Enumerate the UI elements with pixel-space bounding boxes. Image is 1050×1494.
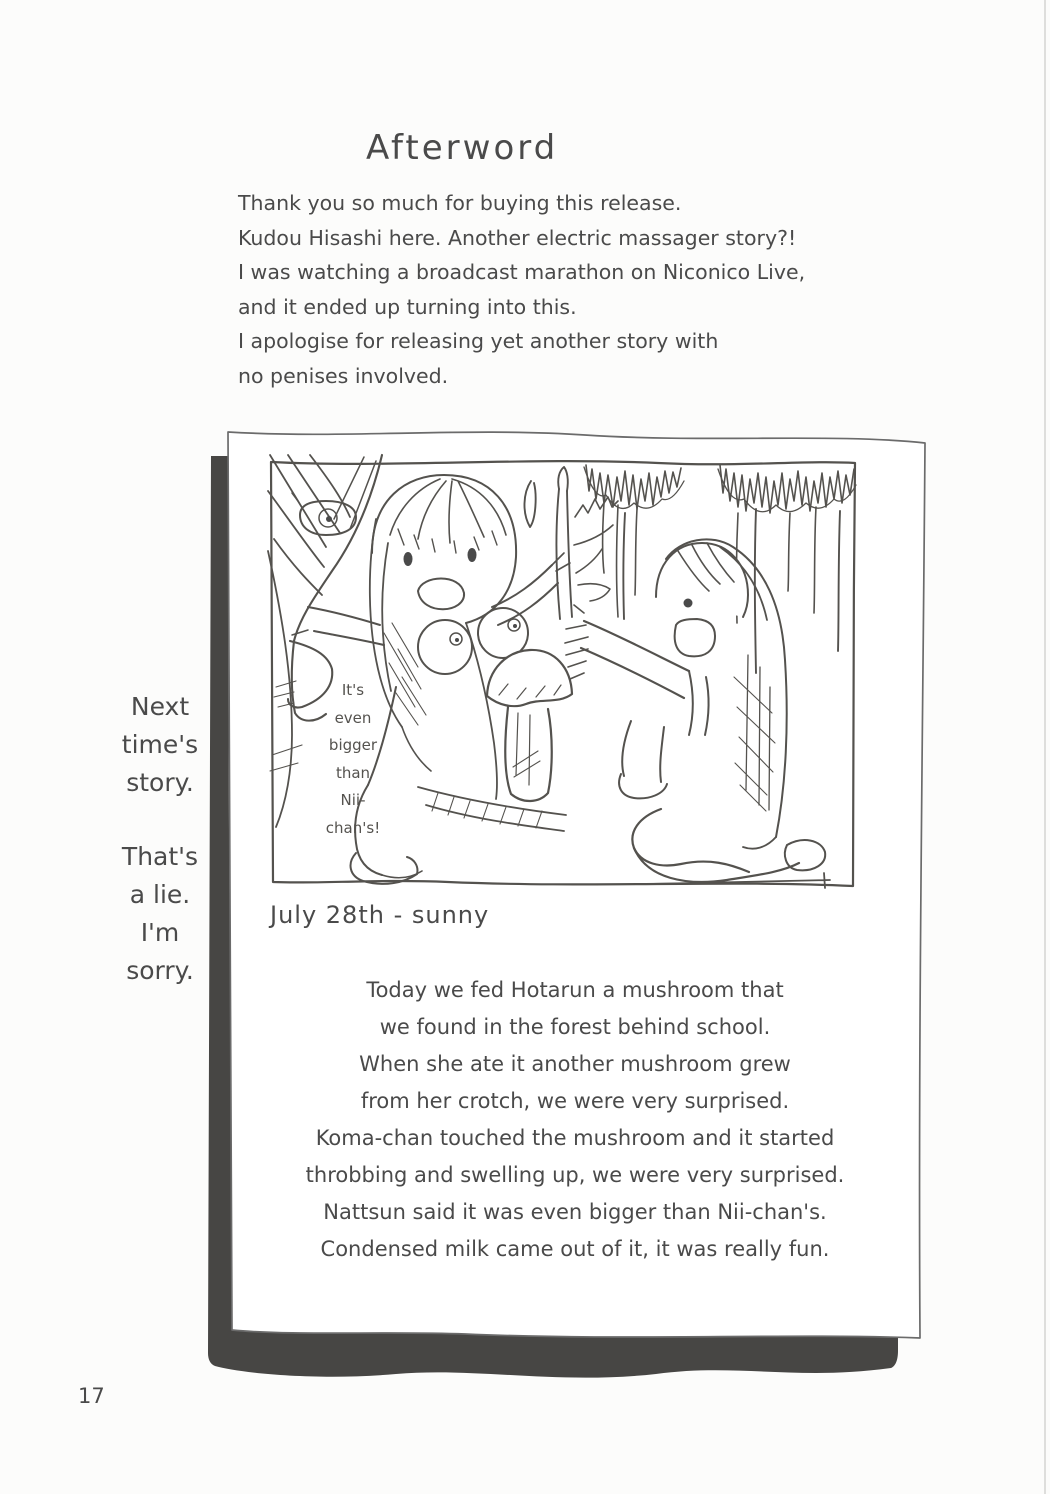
diary-date: July 28th - sunny	[270, 901, 490, 929]
side-note-line: story.	[126, 768, 194, 797]
page-title: Afterword	[366, 128, 559, 168]
page-number: 17	[78, 1384, 105, 1408]
girl2-open-mouth	[675, 619, 715, 656]
sketch-speech-text	[303, 677, 403, 842]
side-note-line: Next	[130, 692, 190, 721]
girl-open-mouth	[418, 579, 464, 610]
intro-paragraph	[238, 186, 805, 393]
bubble-line: even	[334, 708, 372, 727]
intro-line: and it ended up turning into this.	[238, 294, 577, 319]
diary-line: from her crotch, we were very surprised.	[360, 1089, 790, 1113]
bubble-line: Nii-	[340, 791, 366, 809]
bubble-line: bigger	[328, 736, 378, 754]
diary-line: Today we fed Hotarun a mushroom that	[366, 978, 784, 1002]
intro-line: Thank you so much for buying this release.	[238, 191, 682, 215]
side-note-line: sorry.	[126, 956, 194, 985]
side-note-line: a lie.	[129, 880, 191, 909]
bubble-line: It's	[341, 681, 365, 699]
diary-entry	[250, 972, 900, 1268]
intro-line: I apologise for releasing yet another story with	[238, 329, 719, 353]
diary-line: throbbing and swelling up, we were very surprised.	[305, 1163, 845, 1187]
diary-line: Koma-chan touched the mushroom and it started	[315, 1126, 835, 1150]
side-note-line: I'm	[140, 918, 180, 947]
diary-line: we found in the forest behind school.	[379, 1015, 771, 1039]
intro-line: I was watching a broadcast marathon on Niconico Live,	[238, 260, 806, 284]
diary-line: When she ate it another mushroom grew	[359, 1052, 791, 1076]
bubble-line: than	[335, 763, 371, 782]
diary-line: Nattsun said it was even bigger than Nii-chan's.	[323, 1200, 827, 1224]
bubble-line: chan's!	[325, 818, 381, 837]
intro-line: no penises involved.	[238, 363, 449, 388]
side-note-line: time's	[121, 730, 199, 759]
scan-edge-line	[1044, 0, 1046, 1494]
side-note-line: That's	[121, 842, 199, 871]
side-note	[95, 688, 225, 990]
diary-line: Condensed milk came out of it, it was really fun.	[320, 1237, 830, 1261]
intro-line: Kudou Hisashi here. Another electric massager story?!	[238, 225, 797, 250]
side-note-block	[95, 688, 225, 802]
side-note-block	[95, 838, 225, 990]
